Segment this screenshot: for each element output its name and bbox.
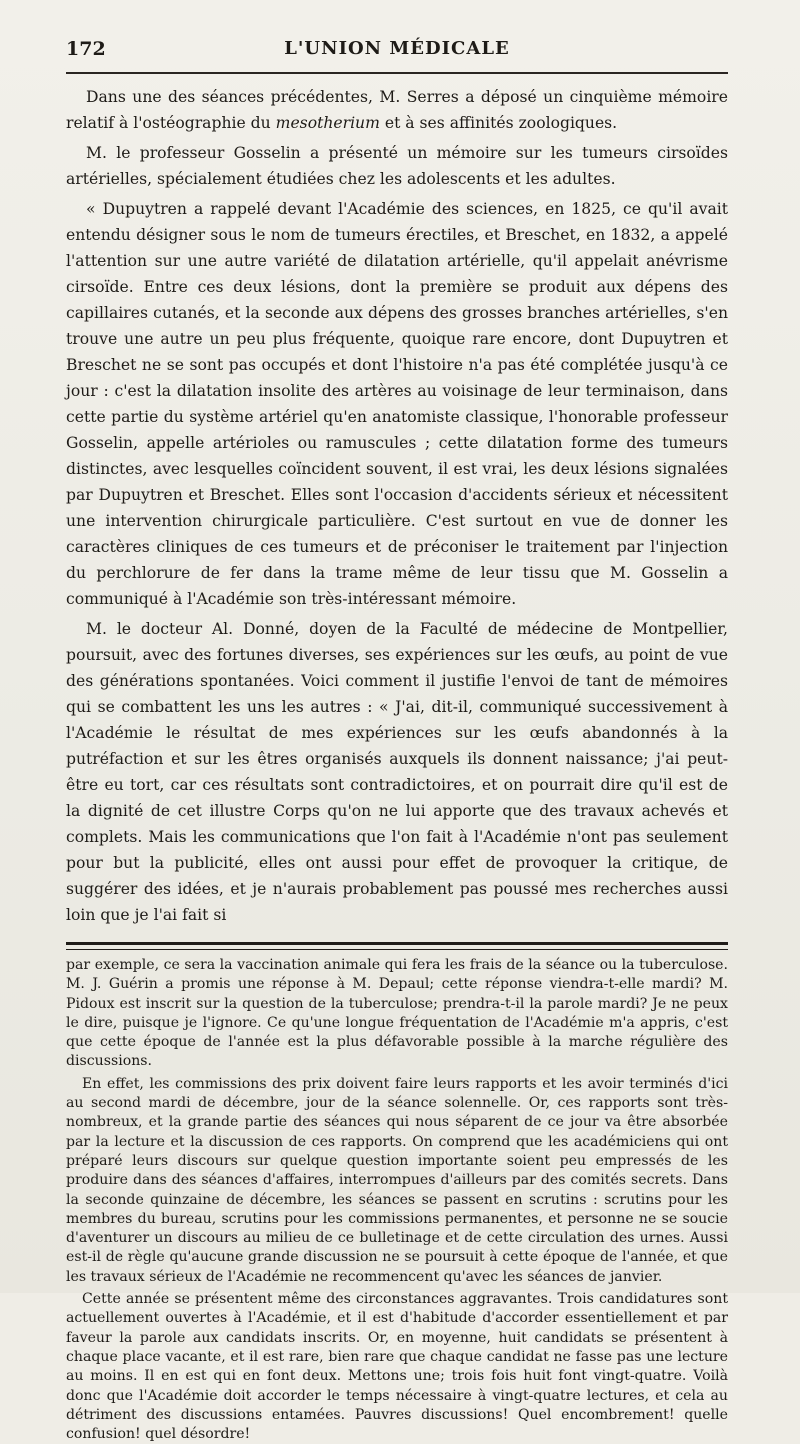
page-header (66, 38, 728, 72)
running-title: L'UNION MÉDICALE (284, 38, 510, 59)
feuilleton-paragraph-1: par exemple, ce sera la vaccination animale qui fera les frais de la séance ou la tuberculose. M. J. Guérin a promis une réponse à M. Depaul; cette réponse viendra-t-elle mardi? M. Pidoux est inscrit sur la question de la tuberculose; prendra-t-il la parole mardi? Je ne peux le dire, puisque je l'ignore. Ce qu'une longue fréquentation de l'Académie m'a appris, c'est que cette époque de l'année est la plus défavorable possible à la marche régulière des discussions. (66, 957, 728, 1070)
paragraph-text: et à ses affinités zoologiques. (379, 114, 618, 132)
italic-term: mesotherium (275, 114, 380, 132)
feuilleton-paragraph-3: Cette année se présentent même des circonstances aggravantes. Trois candidatures sont actuellement ouvertes à l'Académie, et il est d'habitude d'accorder essentiellement et par faveur la parole aux candidats inscrits. Or, en moyenne, huit candidats se présentent à chaque place vacante, et il est rare, bien rare que chaque candidat ne fasse pas une lecture au moins. Il en est qui en font deux. Mettons une; trois fois huit font vingt-quatre. Voilà donc que l'Académie doit accorder le temps nécessaire à vingt-quatre lectures, et cela au détriment des discussions entamées. Pauvres discussions! Quel encombrement! quelle confusion! quel désordre! (66, 1291, 728, 1443)
feuilleton-text (66, 956, 728, 1444)
main-text (66, 84, 728, 928)
page-number: 172 (66, 38, 106, 60)
paragraph-donne: M. le docteur Al. Donné, doyen de la Faculté de médecine de Montpellier, poursuit, avec des fortunes diverses, ses expériences sur les œufs, au point de vue des générations spontanées. Voici comment il justifie l'envoi de tant de mémoires qui se combattent les uns les autres : « J'ai, dit-il, communiqué successivement à l'Académie le résultat de mes expériences sur les œufs abandonnés à la putréfaction et sur les êtres organisés auxquels ils donnent naissance; j'ai peut-être eu tort, car ces résultats sont contradictoires, et on pourrait dire qu'il est de la dignité de cet illustre Corps qu'on ne lui apporte que des travaux achevés et complets. Mais les communications que l'on fait à l'Académie n'ont pas seulement pour but la publicité, elles ont aussi pour effet de provoquer la critique, de suggérer des idées, et je n'aurais probablement pas poussé mes recherches aussi loin que je l'ai fait si (66, 620, 728, 924)
paragraph-text: Dans une des séances précédentes, M. Serres a déposé un cinquième mémoire relatif à l'ostéographie du (66, 88, 728, 132)
paragraph-gosselin: M. le professeur Gosselin a présenté un mémoire sur les tumeurs cirsoïdes artérielles, spécialement étudiées chez les adolescents et les adultes. (66, 144, 728, 188)
paragraph-serres (66, 84, 728, 136)
feuilleton-paragraph-2: En effet, les commissions des prix doivent faire leurs rapports et les avoir terminés d'ici au second mardi de décembre, jour de la séance solennelle. Or, ces rapports sont très-nombreux, et la grande partie des séances qui nous séparent de ce jour va être absorbée par la lecture et la discussion de ces rapports. On comprend que les académiciens qui ont préparé leurs discours sur quelque question importante soient peu empressés de les produire dans des séances d'affaires, interrompues d'ailleurs par des comités secrets. Dans la seconde quinzaine de décembre, les séances se passent en scrutins : scrutins pour les membres du bureau, scrutins pour les commissions permanentes, et personne ne se soucie d'aventurer un discours au milieu de ce bulletinage et de cette circulation des urnes. Aussi est-il de règle qu'aucune grande discussion ne se poursuit à cette époque de l'année, et que les travaux sérieux de l'Académie ne recommencent qu'avec les séances de janvier. (66, 1075, 728, 1285)
header-rule (66, 72, 728, 74)
feuilleton-separator (66, 942, 728, 950)
paragraph-dupuytren: « Dupuytren a rappelé devant l'Académie des sciences, en 1825, ce qu'il avait entendu désigner sous le nom de tumeurs érectiles, et Breschet, en 1832, a appelé l'attention sur une autre variété de dilatation artérielle, qu'il appelait anévrisme cirsoïde. Entre ces deux lésions, dont la première se produit aux dépens des capillaires cutanés, et la seconde aux dépens des grosses branches artérielles, s'en trouve une autre un peu plus fréquente, quoique rare encore, dont Dupuytren et Breschet ne se sont pas occupés et dont l'histoire n'a pas été complétée jusqu'à ce jour : c'est la dilatation insolite des artères au voisinage de leur terminaison, dans cette partie du système artériel qu'en anatomiste classique, l'honorable professeur Gosselin, appelle artérioles ou ramuscules ; cette dilatation forme des tumeurs distinctes, avec lesquelles coïncident souvent, il est vrai, les deux lésions signalées par Dupuytren et Breschet. Elles sont l'occasion d'accidents sérieux et nécessitent une intervention chirurgicale particulière. C'est surtout en vue de donner les caractères cliniques de ces tumeurs et de préconiser le traitement par l'injection du perchlorure de fer dans la trame même de leur tissu que M. Gosselin a communiqué à l'Académie son très-intéressant mémoire. (66, 200, 728, 608)
